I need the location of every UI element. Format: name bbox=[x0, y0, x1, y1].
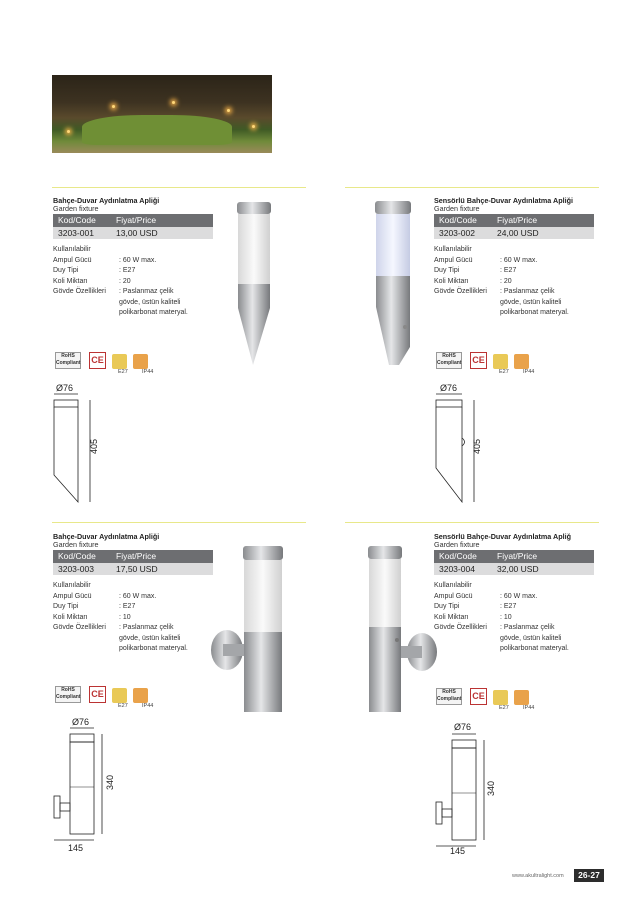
spec-row bbox=[53, 287, 233, 319]
e27-label: E27 bbox=[118, 703, 128, 709]
spec-key: Gövde Özellikleri bbox=[53, 624, 106, 631]
spec-key: Duy Tipi bbox=[434, 267, 460, 274]
spec-row bbox=[434, 602, 614, 613]
e27-label: E27 bbox=[499, 705, 509, 711]
e27-label: E27 bbox=[118, 369, 128, 375]
usage-label: Kullanılabilir bbox=[434, 582, 472, 589]
height-label: 340 bbox=[486, 780, 496, 796]
page-number: 26-27 bbox=[574, 869, 604, 882]
ce-icon: CE bbox=[89, 352, 106, 369]
height-label: 405 bbox=[472, 438, 482, 454]
product-code: 3203-002 bbox=[439, 228, 475, 238]
spec-value: : 60 W max. bbox=[500, 256, 538, 264]
spec-row bbox=[434, 287, 614, 319]
spec-list bbox=[434, 245, 614, 319]
ce-icon: CE bbox=[470, 688, 487, 705]
website-link[interactable]: www.akultralight.com bbox=[512, 873, 564, 879]
product-card bbox=[434, 197, 614, 319]
spec-key: Duy Tipi bbox=[53, 603, 79, 610]
certification-icons bbox=[55, 686, 148, 703]
spec-value: : Paslanmaz çelik gövde, üstün kaliteli polikarbonat materyal. bbox=[119, 624, 188, 652]
diameter-label: Ø76 bbox=[454, 722, 472, 732]
table-header bbox=[53, 550, 213, 563]
divider bbox=[345, 187, 599, 188]
e27-label: E27 bbox=[499, 369, 509, 375]
code-header: Kod/Code bbox=[439, 551, 477, 561]
ip44-label: IP44 bbox=[523, 705, 535, 711]
code-header: Kod/Code bbox=[439, 215, 477, 225]
divider bbox=[52, 187, 306, 188]
spec-row bbox=[53, 256, 233, 267]
product-code: 3203-001 bbox=[58, 228, 94, 238]
bulb-socket-icon bbox=[112, 688, 127, 703]
spec-value: : E27 bbox=[500, 267, 517, 274]
spec-value: : Paslanmaz çelik gövde, üstün kaliteli polikarbonat materyal. bbox=[500, 624, 569, 652]
ip44-label: IP44 bbox=[523, 369, 535, 375]
height-label: 340 bbox=[105, 774, 115, 790]
spec-key: Koli Miktarı bbox=[53, 277, 88, 285]
water-drop-icon bbox=[133, 688, 148, 703]
diameter-label: Ø76 bbox=[56, 383, 74, 393]
divider bbox=[345, 522, 599, 523]
product-subtitle: Garden fixture bbox=[53, 204, 99, 213]
ce-icon: CE bbox=[89, 686, 106, 703]
garden-light bbox=[172, 101, 175, 104]
ip44-label: IP44 bbox=[142, 703, 154, 709]
table-row bbox=[434, 227, 594, 239]
spec-key: Ampul Gücü bbox=[434, 592, 473, 600]
rohs-icon: RoHS Compliant bbox=[55, 686, 81, 703]
usage-label: Kullanılabilir bbox=[434, 246, 472, 253]
cert-labels bbox=[499, 369, 547, 375]
spec-row bbox=[434, 613, 614, 624]
bulb-socket-icon bbox=[112, 354, 127, 369]
spec-value: : E27 bbox=[119, 267, 136, 274]
product-code: 3203-003 bbox=[58, 564, 94, 574]
garden-photo bbox=[52, 75, 272, 153]
bulb-socket-icon bbox=[493, 354, 508, 369]
usage-label: Kullanılabilir bbox=[53, 246, 91, 253]
spec-row bbox=[53, 277, 233, 288]
product-code: 3203-004 bbox=[439, 564, 475, 574]
product-image-lamp bbox=[205, 540, 295, 715]
water-drop-icon bbox=[133, 354, 148, 369]
spec-value: : Paslanmaz çelik gövde, üstün kaliteli polikarbonat materyal. bbox=[119, 288, 188, 316]
rohs-icon: RoHS Compliant bbox=[436, 688, 462, 705]
table-row bbox=[53, 227, 213, 239]
spec-key: Koli Miktarı bbox=[434, 277, 469, 285]
cert-labels bbox=[118, 369, 166, 375]
spec-key: Koli Miktarı bbox=[434, 613, 469, 621]
product-title: Sensörlü Bahçe-Duvar Aydınlatma Apliği bbox=[434, 196, 573, 205]
product-image-lamp bbox=[360, 540, 440, 720]
spec-key: Gövde Özellikleri bbox=[434, 288, 487, 295]
spec-key: Ampul Gücü bbox=[434, 256, 473, 264]
table-row bbox=[53, 563, 213, 575]
spec-value: : E27 bbox=[119, 603, 136, 610]
product-title: Sensörlü Bahçe-Duvar Aydınlatma Apliğ bbox=[434, 532, 571, 541]
spec-list bbox=[53, 245, 233, 319]
product-price: 17,50 USD bbox=[116, 564, 158, 574]
spec-key: Gövde Özellikleri bbox=[53, 288, 106, 295]
garden-light bbox=[67, 130, 70, 133]
spec-row bbox=[53, 266, 233, 277]
spec-row bbox=[434, 266, 614, 277]
product-title: Bahçe-Duvar Aydınlatma Apliği bbox=[53, 532, 160, 541]
table-header bbox=[53, 214, 213, 227]
spec-value: : 10 bbox=[119, 613, 131, 621]
spec-key: Duy Tipi bbox=[53, 267, 79, 274]
product-card bbox=[434, 533, 614, 655]
bulb-socket-icon bbox=[493, 690, 508, 705]
water-drop-icon bbox=[514, 354, 529, 369]
spec-key: Koli Miktarı bbox=[53, 613, 88, 621]
spec-value: : 60 W max. bbox=[119, 256, 157, 264]
cert-labels bbox=[118, 703, 166, 709]
product-price: 32,00 USD bbox=[497, 564, 539, 574]
width-label: 145 bbox=[450, 846, 466, 856]
diameter-label: Ø76 bbox=[440, 383, 458, 393]
diameter-label: Ø76 bbox=[72, 717, 90, 727]
spec-row bbox=[434, 592, 614, 603]
product-image-lamp bbox=[365, 197, 425, 369]
product-image-lamp bbox=[225, 200, 285, 372]
price-header: Fiyat/Price bbox=[497, 215, 538, 225]
water-drop-icon bbox=[514, 690, 529, 705]
price-header: Fiyat/Price bbox=[116, 551, 157, 561]
spec-value: : 20 bbox=[119, 277, 131, 285]
spec-value: : 10 bbox=[500, 613, 512, 621]
technical-drawing bbox=[50, 390, 110, 515]
spec-value: : 20 bbox=[500, 277, 512, 285]
width-label: 145 bbox=[68, 843, 84, 853]
spec-key: Gövde Özellikleri bbox=[434, 624, 487, 631]
usage-label: Kullanılabilir bbox=[53, 582, 91, 589]
certification-icons bbox=[436, 352, 529, 369]
table-header bbox=[434, 214, 594, 227]
product-subtitle: Garden fixture bbox=[53, 540, 99, 549]
rohs-icon: RoHS Compliant bbox=[55, 352, 81, 369]
rohs-icon: RoHS Compliant bbox=[436, 352, 462, 369]
product-price: 24,00 USD bbox=[497, 228, 539, 238]
table-row bbox=[434, 563, 594, 575]
height-label: 405 bbox=[89, 438, 99, 454]
garden-light bbox=[252, 125, 255, 128]
spec-row bbox=[434, 277, 614, 288]
spec-row bbox=[434, 256, 614, 267]
spec-row bbox=[434, 623, 614, 655]
certification-icons bbox=[55, 352, 148, 369]
price-header: Fiyat/Price bbox=[497, 551, 538, 561]
product-subtitle: Garden fixture bbox=[434, 540, 480, 549]
spec-value: : 60 W max. bbox=[119, 592, 157, 600]
ce-icon: CE bbox=[470, 352, 487, 369]
cert-labels bbox=[499, 705, 547, 711]
table-header bbox=[434, 550, 594, 563]
spec-key: Duy Tipi bbox=[434, 603, 460, 610]
spec-value: : 60 W max. bbox=[500, 592, 538, 600]
spec-key: Ampul Gücü bbox=[53, 592, 92, 600]
product-card bbox=[53, 197, 233, 319]
ip44-label: IP44 bbox=[142, 369, 154, 375]
code-header: Kod/Code bbox=[58, 215, 96, 225]
spec-value: : E27 bbox=[500, 603, 517, 610]
garden-light bbox=[112, 105, 115, 108]
product-subtitle: Garden fixture bbox=[434, 204, 480, 213]
spec-list bbox=[434, 581, 614, 655]
divider bbox=[52, 522, 306, 523]
product-title: Bahçe-Duvar Aydınlatma Apliği bbox=[53, 196, 160, 205]
product-price: 13,00 USD bbox=[116, 228, 158, 238]
technical-drawing bbox=[432, 390, 492, 515]
certification-icons bbox=[436, 688, 529, 705]
lawn bbox=[82, 115, 232, 145]
garden-light bbox=[227, 109, 230, 112]
spec-value: : Paslanmaz çelik gövde, üstün kaliteli polikarbonat materyal. bbox=[500, 288, 569, 316]
code-header: Kod/Code bbox=[58, 551, 96, 561]
spec-key: Ampul Gücü bbox=[53, 256, 92, 264]
price-header: Fiyat/Price bbox=[116, 215, 157, 225]
